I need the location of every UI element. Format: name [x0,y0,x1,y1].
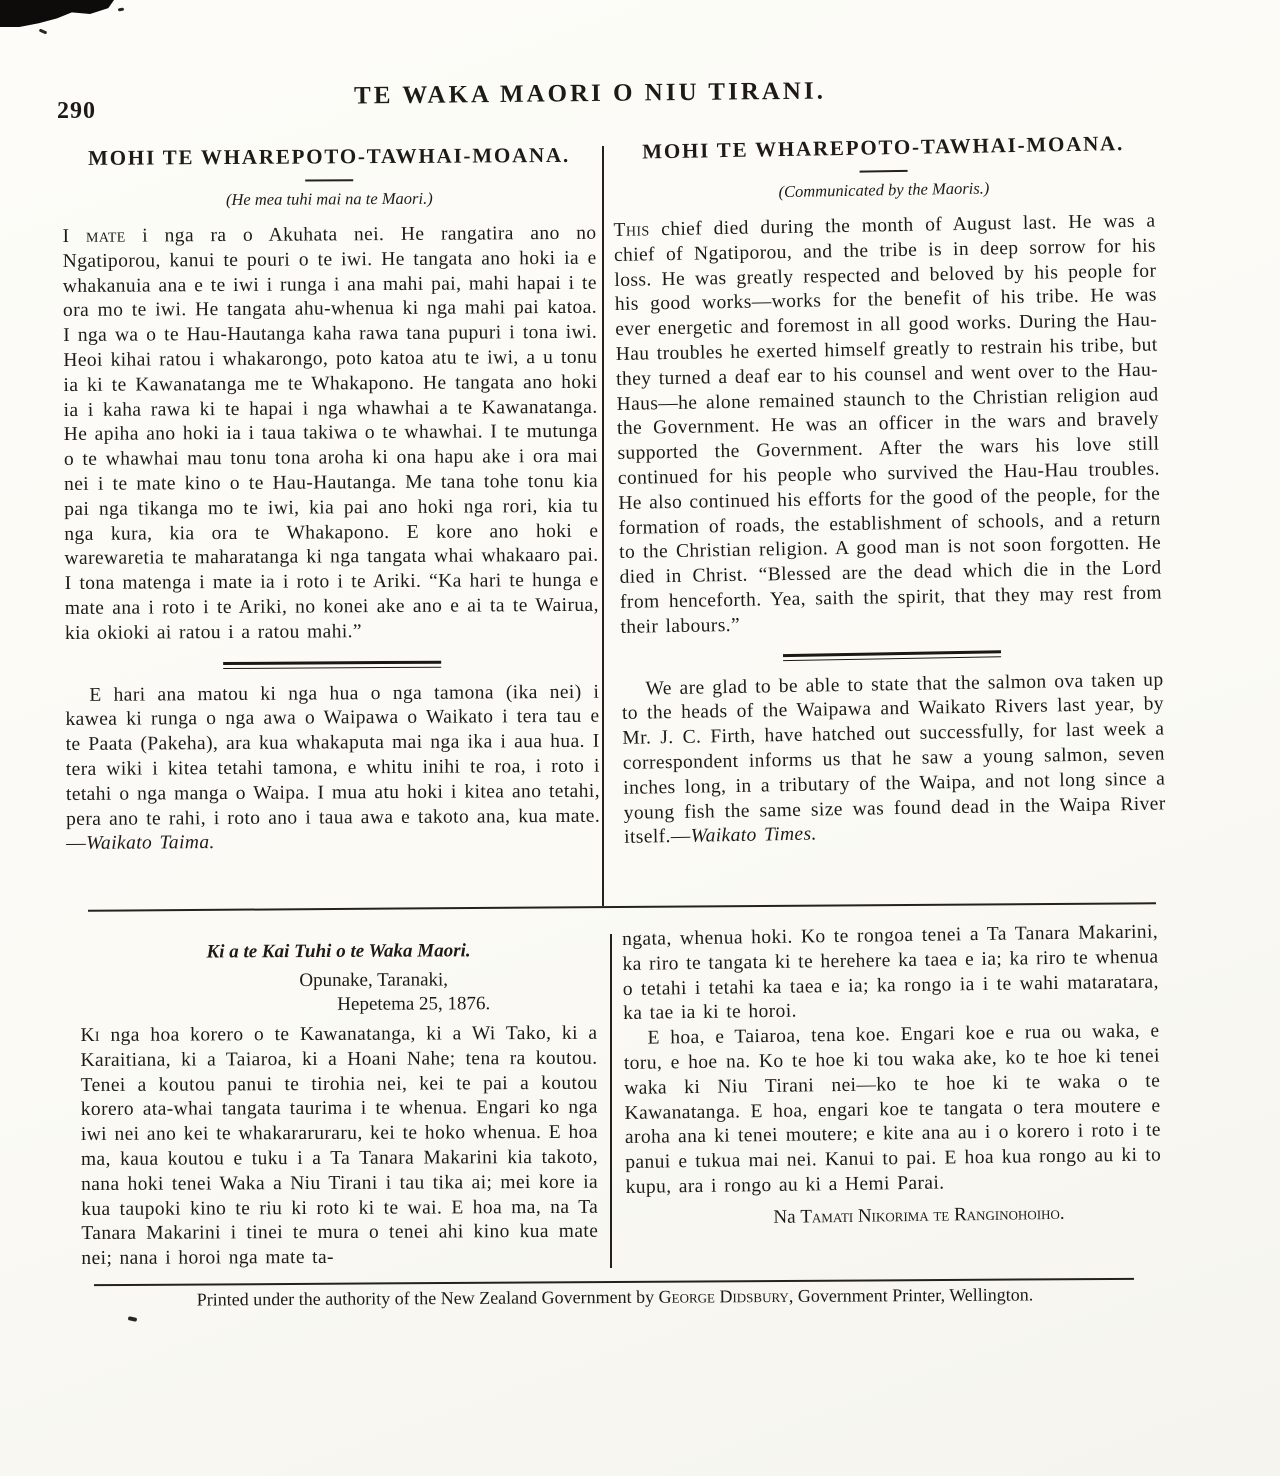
english-article-heading: MOHI TE WHAREPOTO-TAWHAI-MOANA. [642,131,1125,164]
maori-article-byline: (He mea tuhi mai na te Maori.) [225,188,433,209]
imprint-line [90,1284,1140,1311]
english-salmon-text: We are glad to be able to state that the salmon ova taken up to the heads of the Waipawa and Waikato Rivers last year, by Mr. J. C. Firth, have hatched out successfully, for last week a correspondent informs us that he saw a young salmon, seven inches long, in a tributary of the Waipa, and not long since a young fish the same size was found dead in the Waipa River itself.— [621,669,1166,849]
english-article-text: chief died during the month of August last. He was a chief of Ngatiporou, and the tribe is in deep sorrow for his loss. He was greatly respected and beloved by his people for his good works—works for the benefit of his tribe. He was ever energetic and foremost in all good works. During the Hau-Hau troubles he exerted himself greatly to restrain his tribe, but they turned a deaf ear to his counsel and went over to the Hau-Haus—he alone remained staunch to the Christian religion aud the Government. He was an officer in the wars and bravely supported the Government. After the wars his love still continued for his people who survived the Hau-Hau troubles. He also continued his efforts for the good of the people, for the formation of roads, the establishment of schools, and a return to the Christian religion. A good man is not soon forgotten. He died in Christ. “Blessed are the dead which die in the Lord from henceforth. Yea, saith the spirit, that they may rest from their labours.” [613,210,1163,638]
scan-speck [128,1316,138,1322]
lead-word: Ki [80,1024,101,1046]
imprint-printer-name: George Didsbury [658,1285,789,1307]
column-divider-bottom [610,934,612,1268]
letter-column-left [80,936,598,1272]
lead-word: I mate [62,225,126,247]
letter-column-right [622,921,1162,1231]
signature-prefix: Na [773,1206,801,1228]
english-article-body [613,210,1162,641]
letter-heading: Ki a te Kai Tuhi o te Waka Maori. [206,940,471,963]
maori-article-column [62,143,600,857]
maori-article-body [62,222,599,647]
masthead-title: TE WAKA MAORI O NIU TIRANI. [353,77,827,110]
maori-salmon-source: Waikato Taima. [86,832,215,855]
letter-body-left [80,1022,598,1272]
mid-page-rule [88,902,1156,911]
scan-speck [118,8,124,12]
maori-salmon-text: E hari ana matou ki nga hua o nga tamona (ika nei) i kawea ki runga o nga awa o Waipawa o Waikato i tera tau e te Paata (Pakeha), ara kua whakaputa mai nga ika i aua hua. I tera wiki i kitea tetahi tamona, e whitu inihi te roa, i roto i tetahi o nga manga o Waipa. I mua atu hoki i kitea ano tetahi, pera ano te rahi, i roto ano i taua awa e takoto ana, kua mate.— [65,681,601,855]
lead-word: This [613,219,650,241]
column-divider-top [602,146,604,906]
imprint-prefix: Printed under the authority of the New Zealand Government by [196,1286,659,1310]
letter-body-left-text: nga hoa korero o te Kawanatanga, ki a Wi Tako, ki a Karaitiana, ki a Taiaroa, ki a Hoani Nahe; tena ra koutou. Tenei a koutou panui te tirohia nei, kei te pai a koutou korero ata-whai tangata taurima i te whenua. Engari ko nga iwi nei ano kei te whakararuraru, kei te hoko whenua. E hoa ma, kaua koutou e tuku i a Ta Tanara Makarini kia takoto, nana hoki tenei Waka a Niu Tirani i tau tika ai; mei kore ia kua taupoki kino te riu ki roto ki te wai. E hoa ma, na Ta Tanara Makarini i tinei te mura o tenei ahi kino kua mate nei; nana i horoi nga mate ta- [80,1022,599,1270]
letter-body-right-p1: ngata, whenua hoki. Ko te rongoa tenei a Ta Tanara Makarini, ka riro te tangata ki te herehere ka taea e ia; ka riro te whenua o tetahi i tetahi ka taea e ia; ka rongo ia i te wahi mataratara, ka tae ia ki te horoi. [622,921,1159,1025]
section-divider-rule [223,660,441,668]
scan-speck [39,29,48,35]
english-salmon-note [621,668,1166,851]
maori-salmon-note [65,680,600,857]
english-article-column [612,131,1166,851]
imprint-suffix: , Government Printer, Wellington. [788,1284,1034,1306]
section-divider-rule [783,650,1001,661]
letter-date: Hepetema 25, 1876. [337,993,491,1015]
page-number: 290 [57,98,96,124]
heading-rule [860,170,908,173]
maori-article-text: i nga ra o Akuhata nei. He rangatira ano no Ngatiporou, kanui te pouri o te iwi. He tangata ano hoki ia e whakanuia ana e te iwi i runga i ana mahi pai, mahi hapai i te ora mo te iwi. He tangata ahu-whenua ki nga mahi pai katoa. I nga wa o te Hau-Hautanga kaha rawa tana pupuri i tona iwi. Heoi kihai ratou i whakarongo, poto katoa atu te iwi, a u tonu ia ki te Kawanatanga me te Whakapono. He tangata ano hoki ia i kaha rawa ki te hapai i nga whawhai a te Kawanatanga. He apiha ano hoki ia i taua takiwa o te whawhai. I te mutunga o te whawhai mau tonu tona aroha ki ona hapu ake i ora mai nei i te mate kino o te Hau-Hautanga. Me tana tohe tonu kia pai nga tikanga mo te iwi, kia pai ano hoki nga rori, kia tu nga kura, kia ora te Whakapono. E kore ano hoki e warewaretia te maharatanga ki nga tangata whai whakaaro pai. I tona matenga i mate ia i roto i te Ariki. “Ka hari te hunga e mate ana i roto i te Ariki, no konei ake ano e ai ta te Wairua, kia okioki ai ratou i a ratou mahi.” [62,222,599,644]
scan-ink-artifact [0,0,114,27]
english-article-byline: (Communicated by the Maoris.) [778,178,990,202]
english-salmon-source: Waikato Times. [690,823,817,848]
heading-rule [305,179,353,181]
signature-name: Tamati Nikorima te Ranginohoiho. [800,1202,1065,1228]
letter-body-right-p2: E hoa, e Taiaroa, tena koe. Engari koe e rua ou waka, e toru, e hoe na. Ko te hoe ki tou waka ake, ko te hoe ki tenei waka ki Niu Tirani nei—ko te hoe ki te waka o te Kawanatanga. E hoa, engari koe te tangata o tera moutere e aroha ana ki tenei moutere; e kite ana au i o korero i roto i te panui e tukua mai nei. Kanui to pai. E hoa kua rongo au ki to kupu, ara i rongo au ki a Hemi Parai. [623,1020,1162,1198]
maori-article-heading: MOHI TE WHAREPOTO-TAWHAI-MOANA. [88,142,571,170]
letter-signature [626,1201,1162,1230]
letter-place: Opunake, Taranaki, [299,969,449,992]
